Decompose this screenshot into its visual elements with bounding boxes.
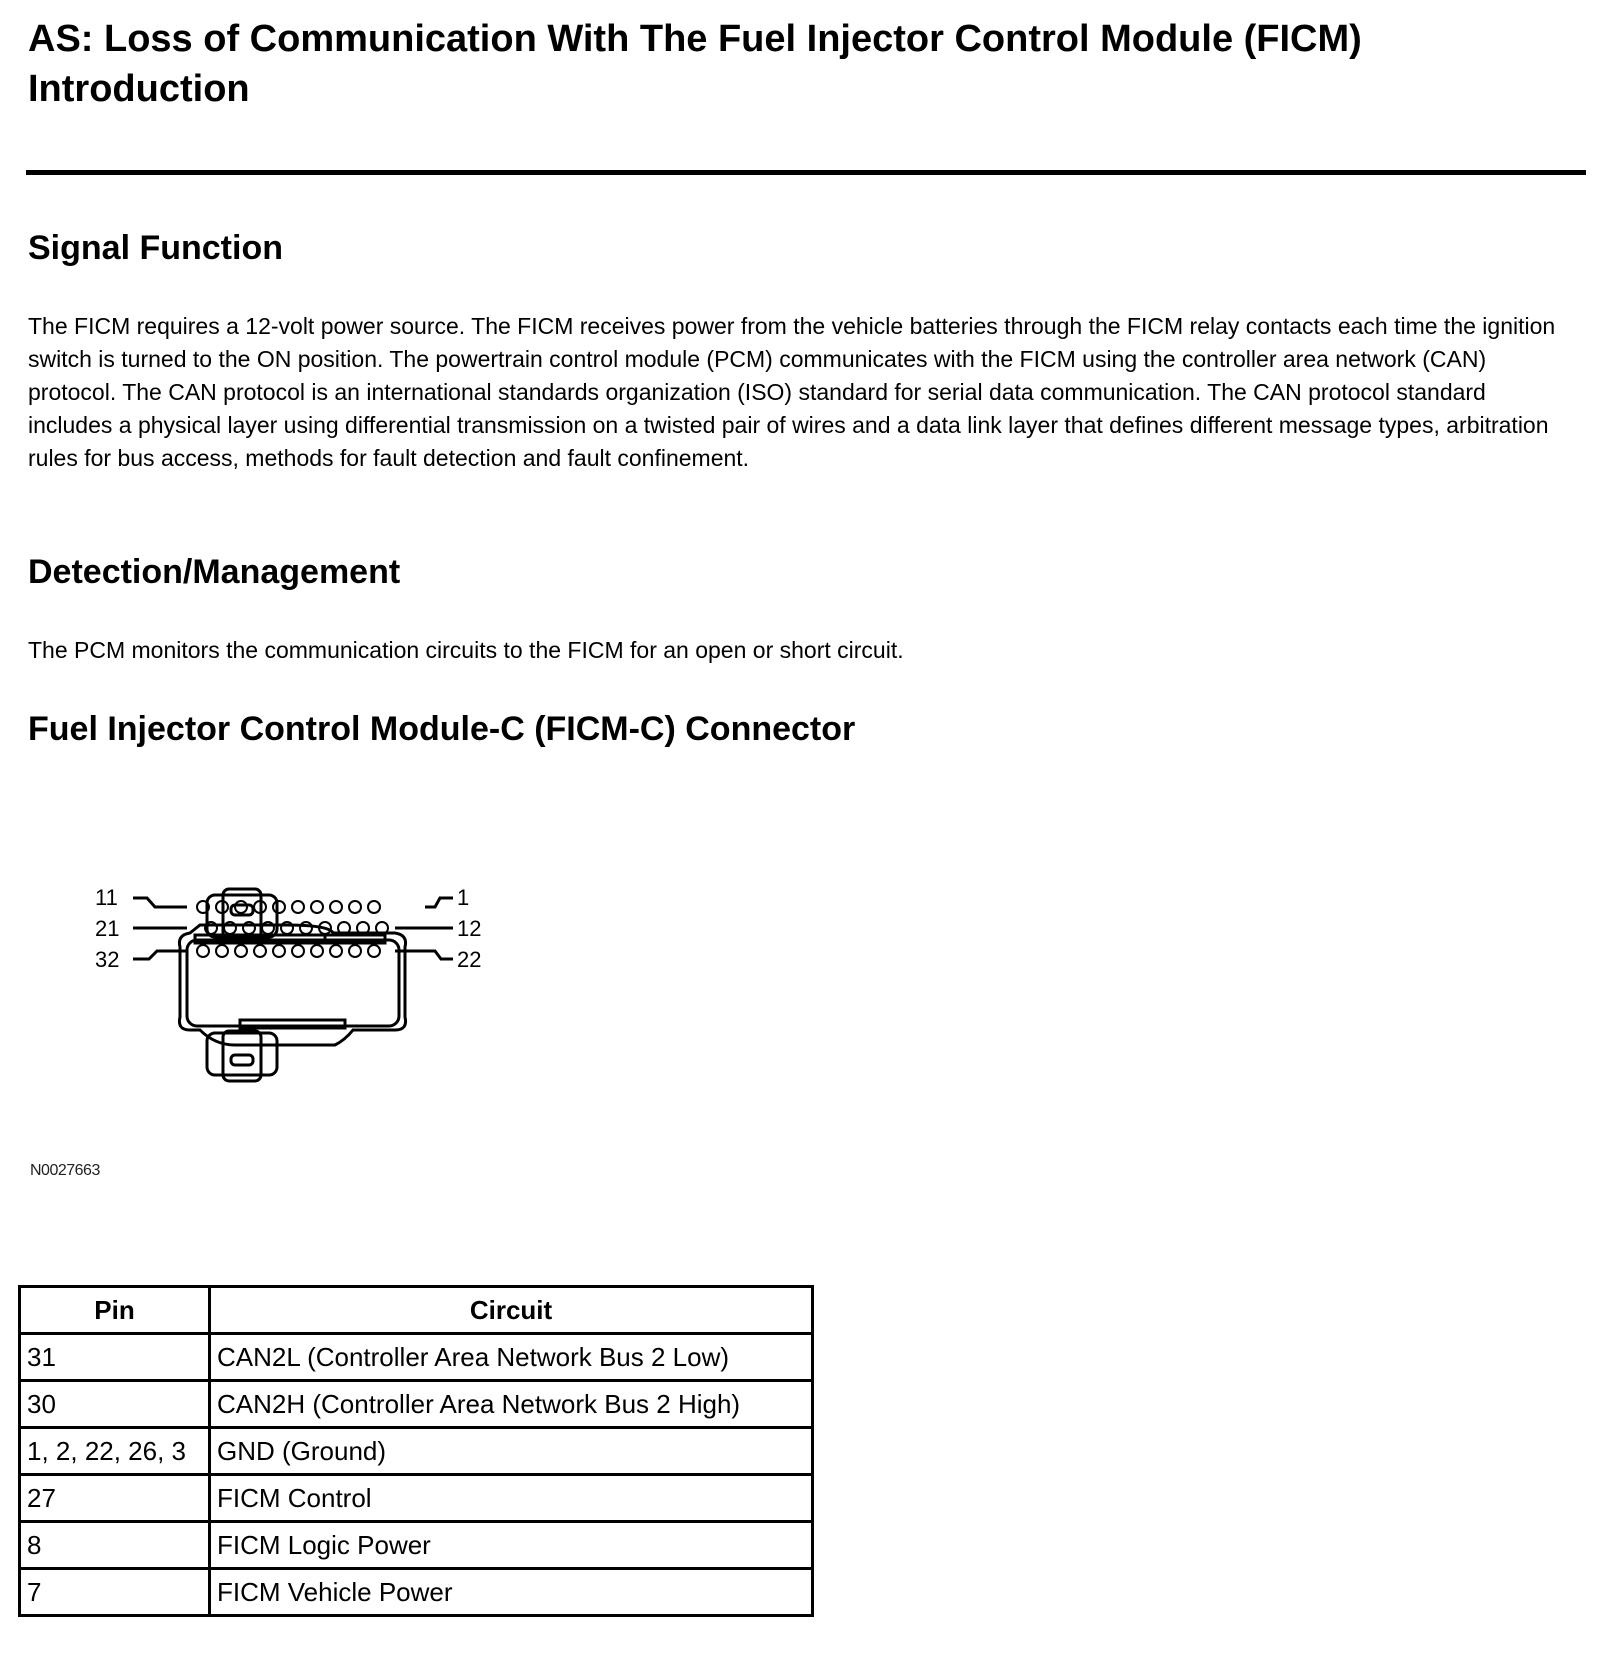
pin-cell: 30	[20, 1381, 210, 1428]
pin-hole	[300, 922, 312, 934]
table-row	[20, 1569, 813, 1616]
detection-management-text: The PCM monitors the communication circuits to the FICM for an open or short circuit.	[28, 637, 904, 663]
circuit-cell: GND (Ground)	[210, 1428, 813, 1475]
connector-heading: Fuel Injector Control Module-C (FICM-C) Connector	[28, 710, 856, 748]
pin-label-11: 11	[95, 885, 118, 910]
pin-hole	[254, 945, 266, 957]
pin-hole	[292, 901, 304, 913]
pin-label-22: 22	[457, 947, 482, 972]
pin-label-32: 32	[95, 947, 120, 972]
page-title: AS: Loss of Communication With The Fuel Injector Control Module (FICM) Introduction	[28, 18, 1362, 110]
pin-hole	[311, 901, 323, 913]
figure-id: N0027663	[30, 1162, 100, 1179]
pin-holes	[197, 901, 388, 957]
table-row	[20, 1475, 813, 1522]
circuit-cell: CAN2L (Controller Area Network Bus 2 Low)	[210, 1334, 813, 1381]
column-header-pin: Pin	[20, 1287, 210, 1334]
circuit-cell: FICM Control	[210, 1475, 813, 1522]
circuit-cell: FICM Logic Power	[210, 1522, 813, 1569]
pin-cell: 27	[20, 1475, 210, 1522]
table-row	[20, 1381, 813, 1428]
pin-label-12: 12	[457, 916, 482, 941]
pin-hole	[311, 945, 323, 957]
table-header-row	[20, 1287, 813, 1334]
pin-cell: 31	[20, 1334, 210, 1381]
pin-hole	[292, 945, 304, 957]
pin-hole	[235, 901, 247, 913]
pin-hole	[330, 945, 342, 957]
pin-hole	[197, 945, 209, 957]
connector-body	[179, 889, 405, 1081]
table-row	[20, 1522, 813, 1569]
pin-cell: 1, 2, 22, 26, 3	[20, 1428, 210, 1475]
pin-hole	[235, 945, 247, 957]
table-row	[20, 1428, 813, 1475]
pin-hole	[368, 945, 380, 957]
detection-management-heading: Detection/Management	[28, 553, 401, 591]
circuit-cell: FICM Vehicle Power	[210, 1569, 813, 1616]
table-row	[20, 1334, 813, 1381]
title-divider	[26, 170, 1586, 175]
pin-hole	[349, 945, 361, 957]
pin-hole	[273, 901, 285, 913]
pin-label-21: 21	[95, 916, 120, 941]
signal-function-text: The FICM requires a 12-volt power source. The FICM receives power from the vehicle batteries through the FICM relay contacts each time the ignition switch is turned to the ON position. The powertrain control module (PCM) communicates with the FICM using the controller area network (CAN) protocol. The CAN protocol is an international standards organization (ISO) standard for serial data communication. The CAN protocol standard includes a physical layer using differential transmission on a twisted pair of wires and a data link layer that defines different message types, arbitration rules for bus access, methods for fault detection and fault confinement.	[28, 313, 1556, 471]
pin-hole	[273, 945, 285, 957]
pin-label-1: 1	[457, 885, 470, 910]
pin-cell: 8	[20, 1522, 210, 1569]
pin-hole	[349, 901, 361, 913]
connector-diagram	[95, 885, 515, 1085]
pin-circuit-table	[18, 1285, 814, 1617]
pin-hole	[330, 901, 342, 913]
circuit-cell: CAN2H (Controller Area Network Bus 2 High)	[210, 1381, 813, 1428]
pin-hole	[216, 945, 228, 957]
column-header-circuit: Circuit	[210, 1287, 813, 1334]
pin-hole	[368, 901, 380, 913]
signal-function-heading: Signal Function	[28, 229, 283, 267]
pin-cell: 7	[20, 1569, 210, 1616]
